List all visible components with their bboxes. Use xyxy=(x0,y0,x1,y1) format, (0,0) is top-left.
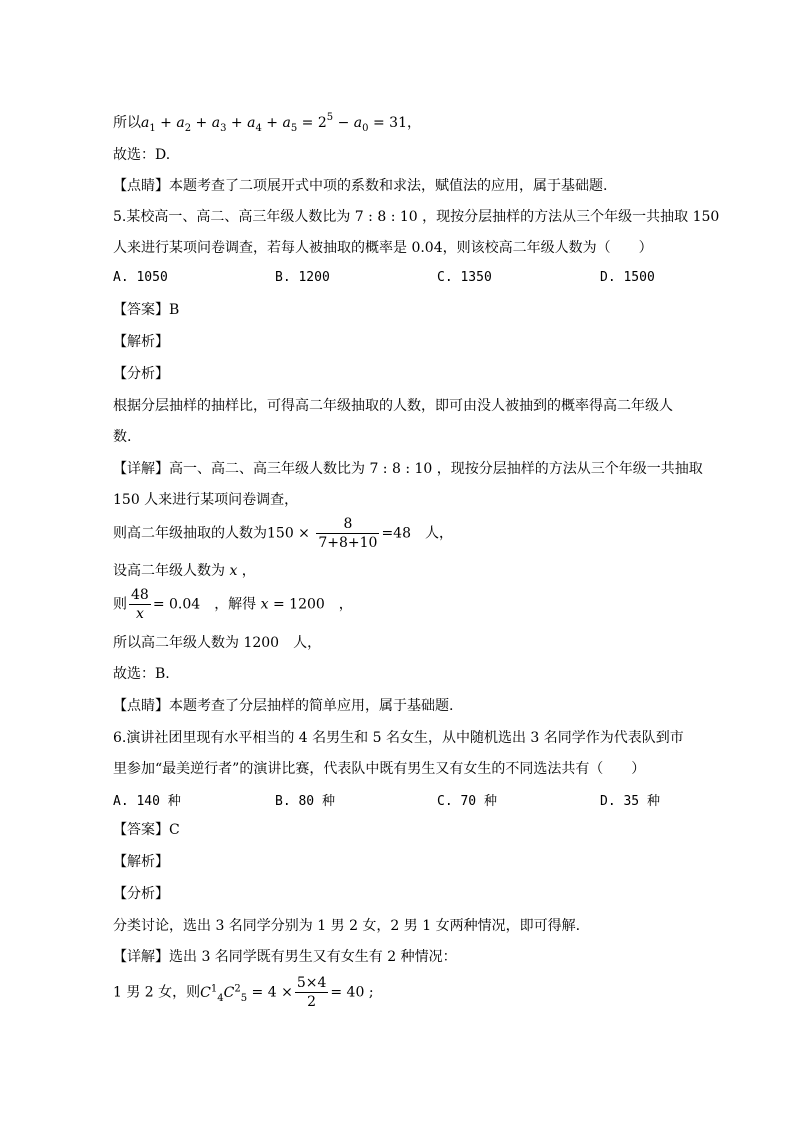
q5-choose: 故选：B. xyxy=(113,666,170,682)
q6-stem-line2: 里参加“最美逆行者”的演讲比赛，代表队中既有男生又有女生的不同选法共有（ ） xyxy=(113,761,646,777)
q4-sum-line: 所以$a_1 + a_2 + a_3 + a_4 + a_5 = 2^5 - a_0 = 31$， xyxy=(113,112,421,134)
q6-answer: 【答案】C xyxy=(113,822,180,838)
q4-comment: 【点睛】本题考查了二项展开式中项的系数和求法，赋值法的应用，属于基础题. xyxy=(113,178,608,194)
q6-analysis-head: 【解析】 xyxy=(113,854,169,870)
q6-stem-line1: 6.演讲社团里现有水平相当的 4 名男生和 5 名女生，从中随机选出 3 名同学作为代表队到市 xyxy=(113,730,684,746)
q5-option-c: C. 1350 xyxy=(437,270,492,285)
q5-option-a: A. 1050 xyxy=(113,270,168,285)
q5-fenxi-head: 【分析】 xyxy=(113,366,169,382)
fraction-5x4-over-2: $\frac{5\times 4}{2}$ xyxy=(296,975,327,1010)
q5-detail-line1: 【详解】高一、高二、高三年级人数比为 7 : 8 : 10 ，现按分层抽样的方法从三个年级一共抽取 xyxy=(113,461,703,477)
q5-option-d: D. 1500 xyxy=(600,270,655,285)
q5-option-b: B. 1200 xyxy=(275,270,330,285)
q6-option-d: D. 35 种 xyxy=(600,794,660,809)
q5-stem-line1: 5.某校高一、高二、高三年级人数比为 7 : 8 : 10 ，现按分层抽样的方法从三个年级一共抽取 150 xyxy=(113,209,720,225)
q6-fenxi-line1: 分类讨论，选出 3 名同学分别为 1 男 2 女，2 男 1 女两种情况，即可得解. xyxy=(113,918,581,934)
fraction-48-over-x: $\frac{48}{x}$ xyxy=(131,587,149,622)
q6-detail-line2: 1 男 2 女，则$C^1_4C^2_5 = 4$ × $\frac{5\times 4}{2}$ = 40 ; xyxy=(113,975,374,1010)
q5-detail-line3: 则高二年级抽取的人数为150 × $\frac{8}{7+8+10}$ =48 人， xyxy=(113,516,453,551)
q6-option-a: A. 140 种 xyxy=(113,794,181,809)
q4-choose: 故选：D. xyxy=(113,147,171,163)
q6-detail-line1: 【详解】选出 3 名同学既有男生又有女生有 2 种情况： xyxy=(113,949,457,965)
fraction-8-over-25: $\frac{8}{7+8+10}$ xyxy=(318,516,378,551)
q5-analysis-head: 【解析】 xyxy=(113,334,169,350)
q6-option-b: B. 80 种 xyxy=(275,794,335,809)
q6-option-c: C. 70 种 xyxy=(437,794,497,809)
q5-detail-line5: 则 $\frac{48}{x}$ = 0.04 ，解得 x = 1200 ， xyxy=(113,587,353,622)
q5-fenxi-line2: 数. xyxy=(113,429,132,445)
q5-detail-line2: 150 人来进行某项问卷调查， xyxy=(113,492,299,508)
q5-fenxi-line1: 根据分层抽样的抽样比，可得高二年级抽取的人数，即可由没人被抽到的概率得高二年级人 xyxy=(113,398,673,414)
q5-comment: 【点睛】本题考查了分层抽样的简单应用，属于基础题. xyxy=(113,698,454,714)
q5-answer: 【答案】B xyxy=(113,302,180,318)
q5-detail-line6: 所以高二年级人数为 1200 人， xyxy=(113,635,322,651)
q5-detail-line4: 设高二年级人数为 x ， xyxy=(113,563,256,579)
q6-fenxi-head: 【分析】 xyxy=(113,886,169,902)
q5-stem-line2: 人来进行某项问卷调查，若每人被抽取的概率是 0.04，则该校高二年级人数为（ ） xyxy=(113,240,653,256)
